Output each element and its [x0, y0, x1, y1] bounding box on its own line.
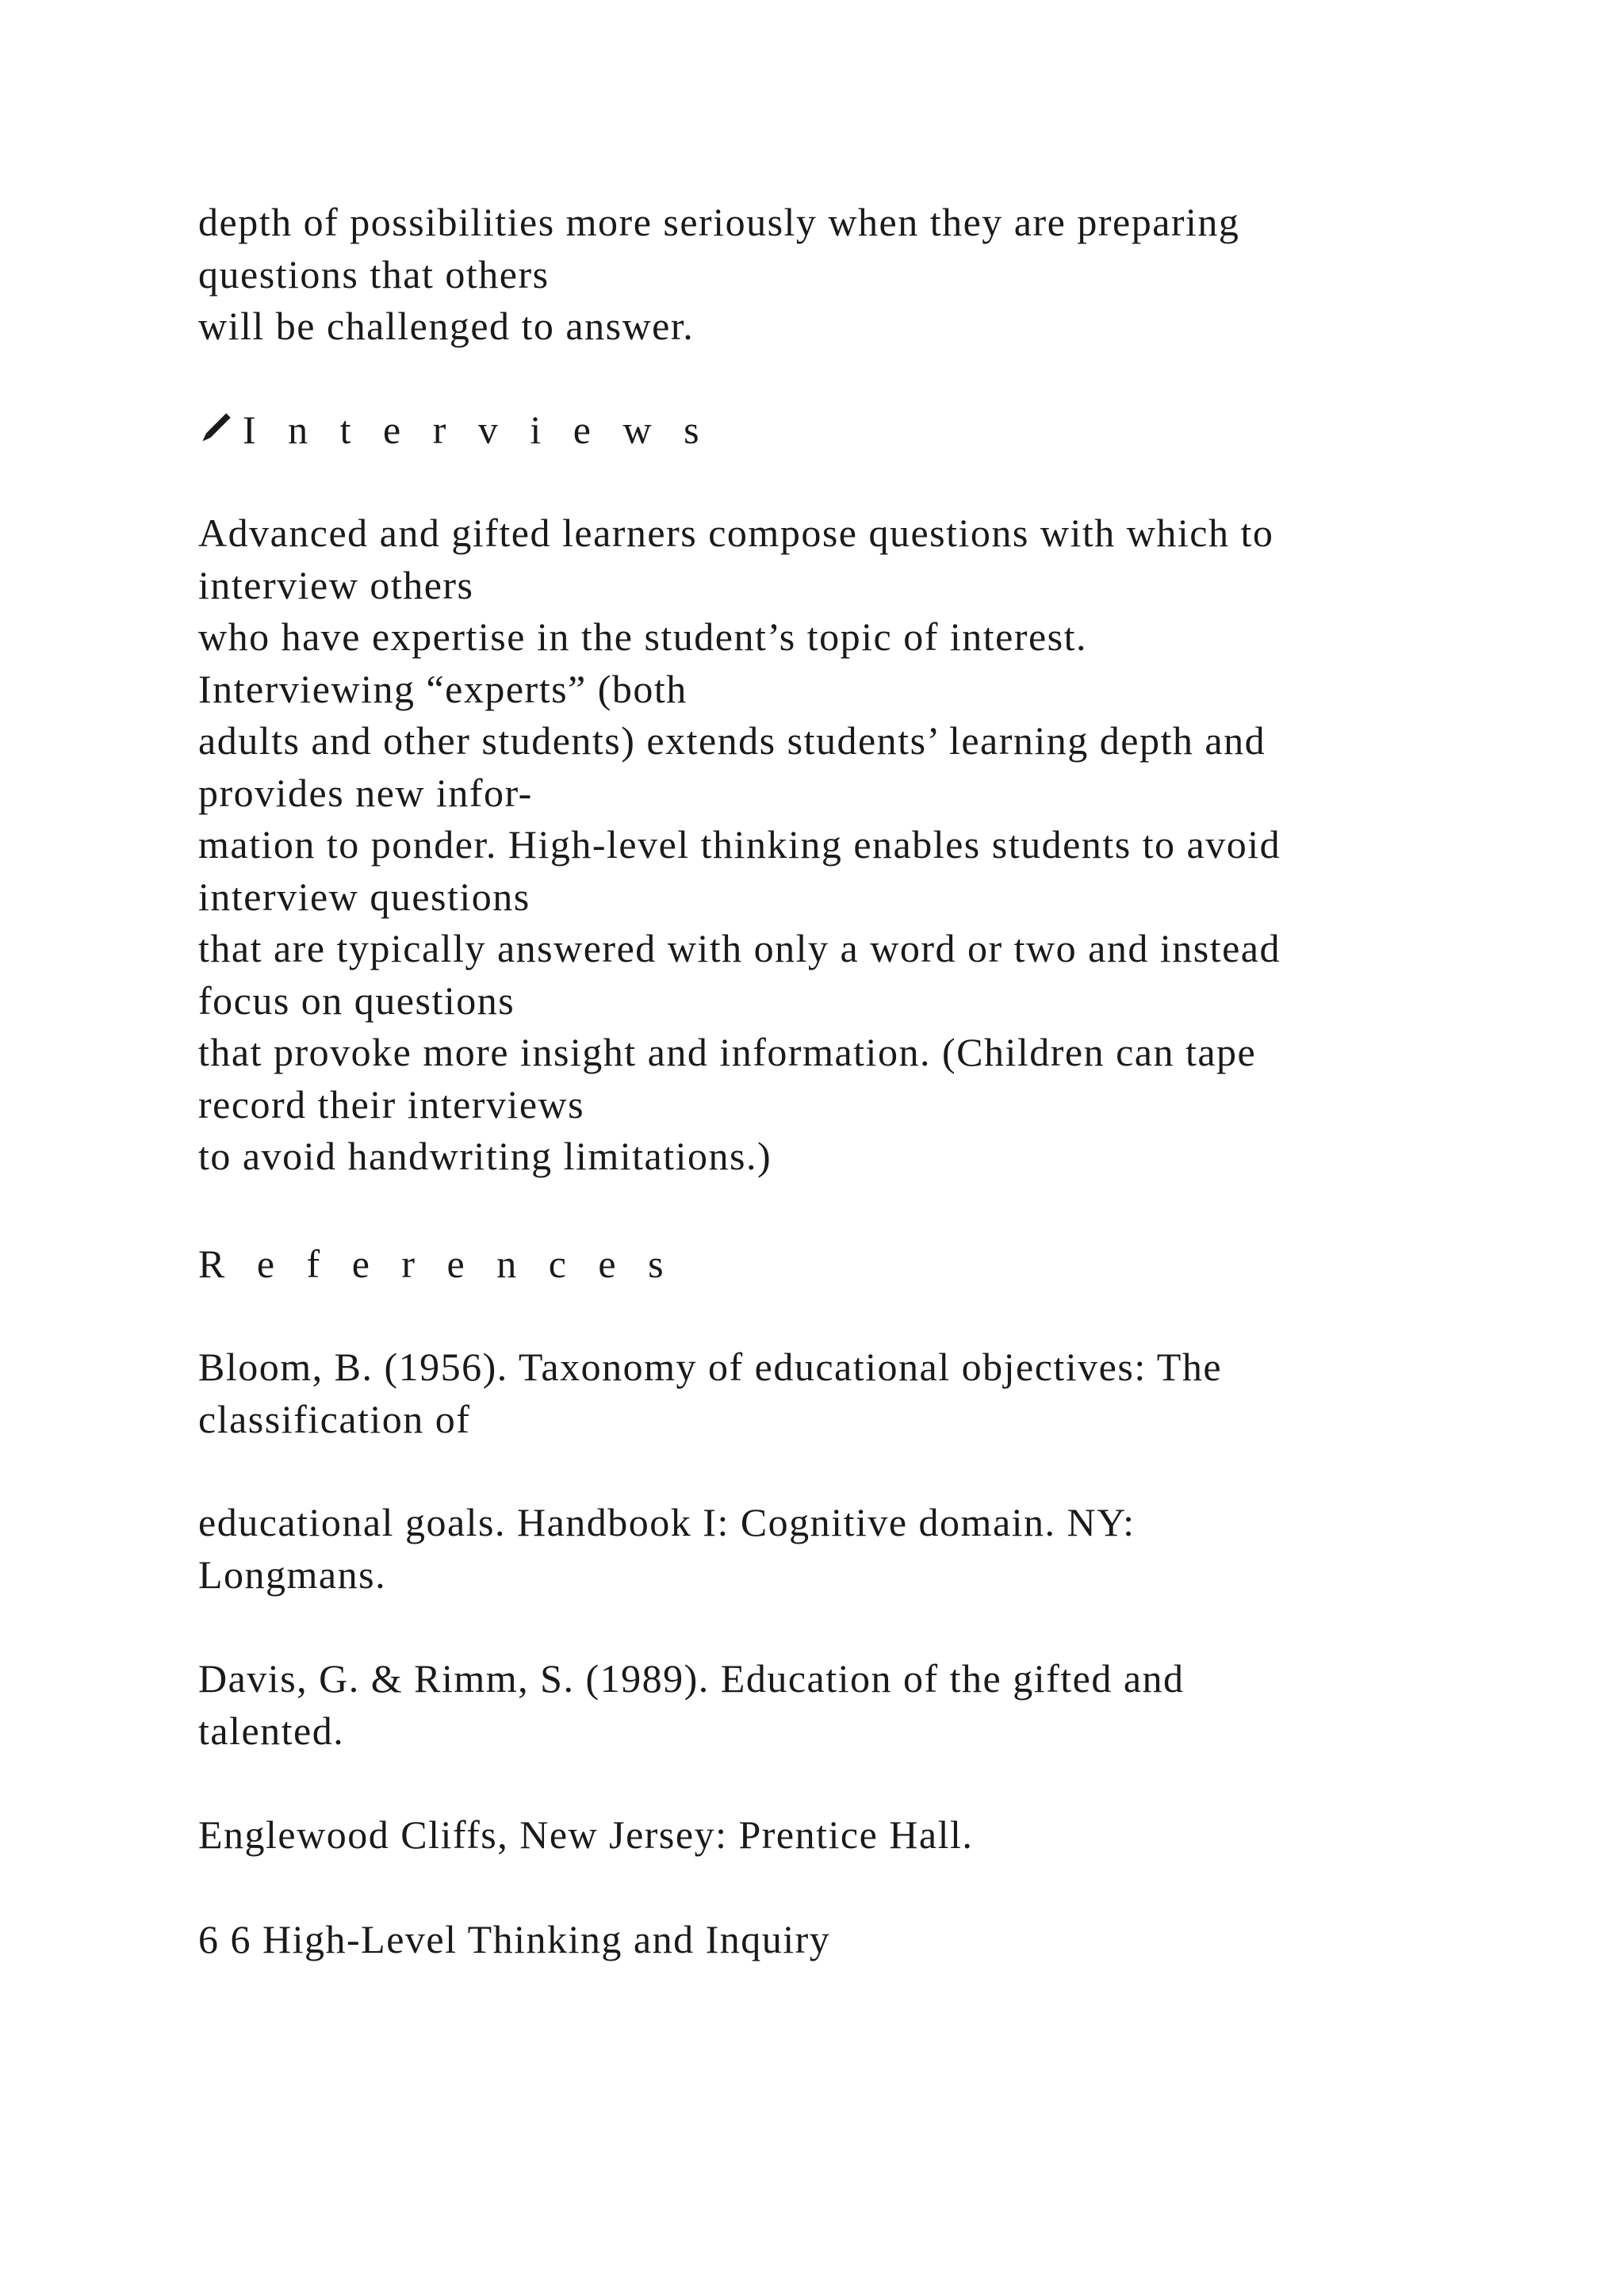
intro-paragraph [198, 197, 1499, 353]
reference-entry [198, 1341, 1499, 1445]
text-line: Longmans. [198, 1552, 387, 1597]
references-heading [198, 1238, 1499, 1291]
text-line: interview questions [198, 874, 530, 919]
reference-entry [198, 1497, 1499, 1601]
text-line: Bloom, B. (1956). Taxonomy of educational objectives: The [198, 1345, 1223, 1389]
text-line: will be challenged to answer. [198, 304, 695, 348]
text-line: mation to ponder. High-level thinking enables students to avoid [198, 822, 1281, 867]
pencil-icon [198, 411, 233, 446]
reference-entry [198, 1809, 1499, 1862]
text-line: Interviewing “experts” (both [198, 666, 688, 711]
text-line: record their interviews [198, 1081, 585, 1127]
text-line: talented. [198, 1708, 345, 1753]
text-line: interview others [198, 562, 474, 607]
text-line: that are typically answered with only a word or two and instead [198, 926, 1281, 970]
text-line: who have expertise in the student’s topic of interest. [198, 614, 1088, 659]
text-line: Davis, G. & Rimm, S. (1989). Education of the gifted and [198, 1656, 1185, 1701]
text-line: to avoid handwriting limitations.) [198, 1134, 772, 1178]
section-heading: R e f e r e n c e s [198, 1242, 675, 1286]
text-line: depth of possibilities more seriously when they are preparing [198, 200, 1240, 244]
text-line: Advanced and gifted learners compose questions with which to [198, 511, 1274, 555]
section-heading: I n t e r v i e w s [243, 408, 710, 452]
page-footer [198, 1914, 1499, 1966]
reference-entry [198, 1653, 1499, 1757]
text-line: provides new infor- [198, 770, 533, 815]
text-line: Englewood Cliffs, New Jersey: Prentice Hall. [198, 1812, 974, 1857]
text-line: focus on questions [198, 978, 515, 1023]
text-line: adults and other students) extends students’ learning depth and [198, 718, 1266, 763]
text-line: that provoke more insight and information. (Children can tape [198, 1030, 1257, 1074]
text-line: classification of [198, 1396, 471, 1441]
interviews-paragraph [198, 507, 1499, 1183]
interviews-heading [198, 404, 1499, 457]
text-line: educational goals. Handbook I: Cognitive domain. NY: [198, 1500, 1136, 1544]
text-line: questions that others [198, 251, 550, 297]
footer-text: 6 6 High-Level Thinking and Inquiry [198, 1917, 831, 1961]
